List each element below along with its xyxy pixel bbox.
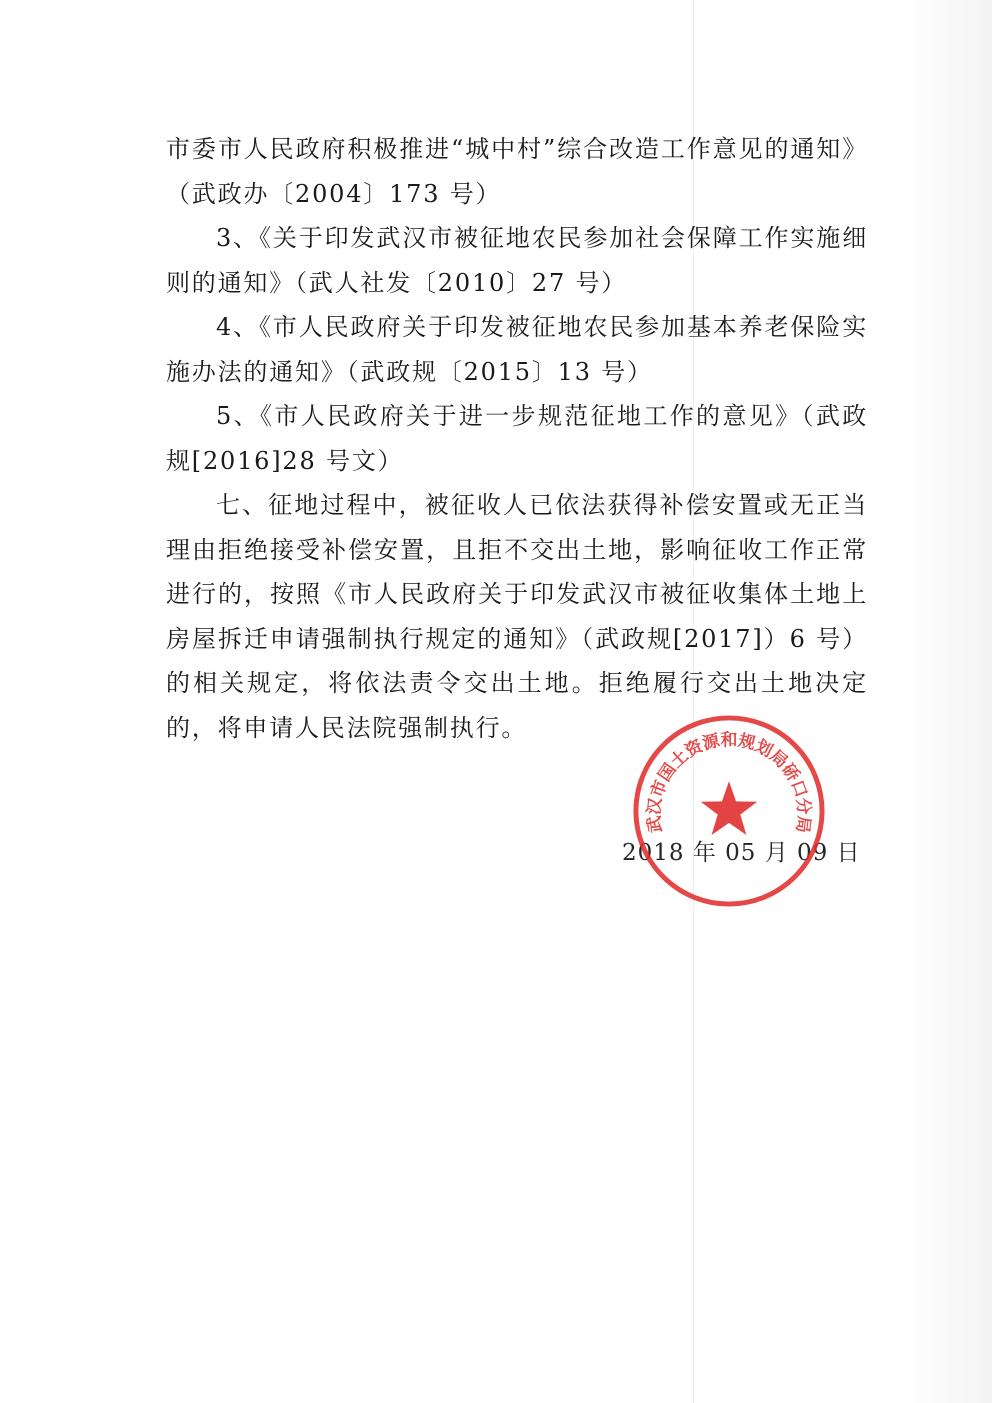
seal-text: 武汉市国土资源和规划局硚口分局 — [643, 729, 815, 835]
paragraph-section-7: 七、征地过程中，被征收人已依法获得补偿安置或无正当理由拒绝接受补偿安置，且拒不交出土地，影响征收工作正常进行的，按照《市人民政府关于印发武汉市被征收集体土地上房屋拆迁申请强制执行规定的通知》（武政规[2017]）6 号）的相关规定，将依法责令交出土地。拒绝履行交出土地决定的，将申请人民法院强制执行。 — [166, 491, 868, 742]
document-date: 2018 年 05 月 09 日 — [622, 840, 861, 866]
paragraph-item-5: 5、《市人民政府关于进一步规范征地工作的意见》（武政规[2016]28 号文） — [166, 402, 868, 475]
scan-edge-shadow — [902, 0, 992, 1403]
paragraph-item-3: 3、《关于印发武汉市被征地农民参加社会保障工作实施细则的通知》（武人社发〔2010〕27 号） — [166, 224, 868, 297]
document-body — [166, 127, 868, 750]
official-seal — [630, 712, 828, 910]
star-icon — [701, 781, 757, 835]
paragraph-item-4: 4、《市人民政府关于印发被征地农民参加基本养老保险实施办法的通知》（武政规〔2015〕13 号） — [166, 313, 868, 386]
paragraph-continuation: 市委市人民政府积极推进“城中村”综合改造工作意见的通知》（武政办〔2004〕173 号） — [166, 135, 868, 208]
